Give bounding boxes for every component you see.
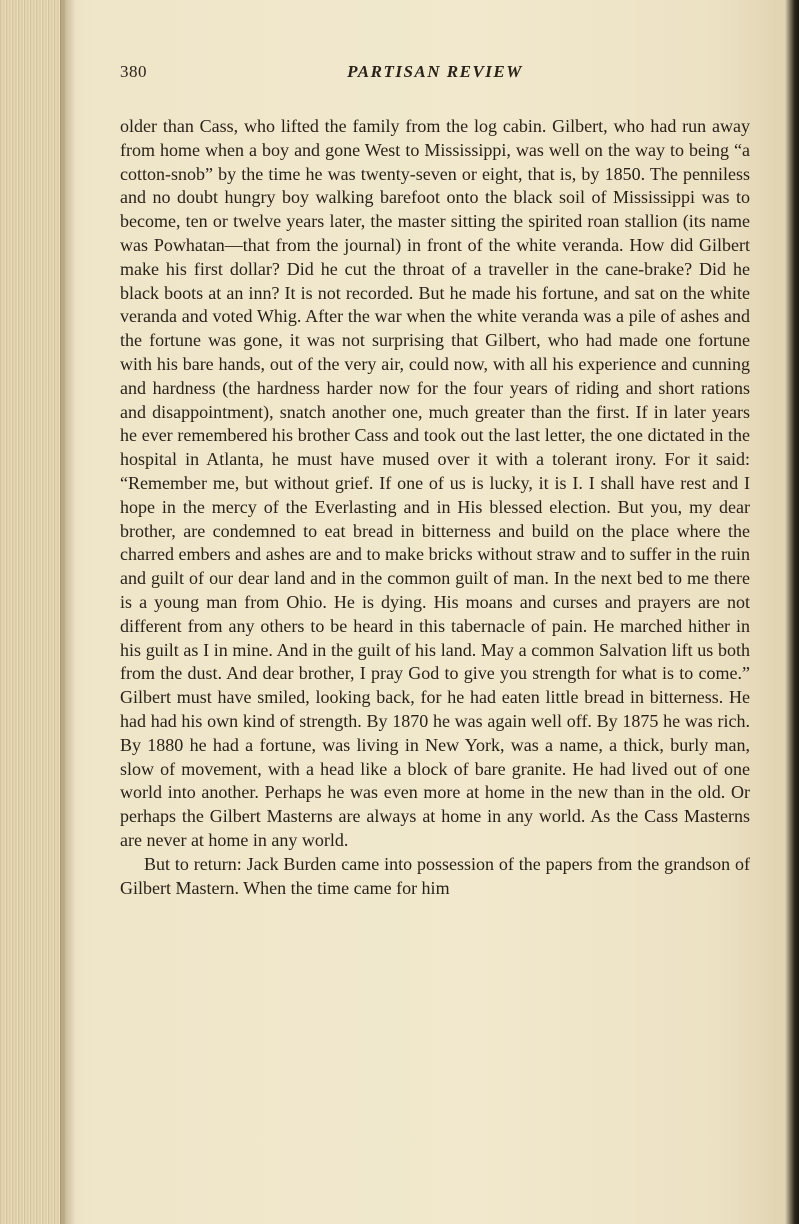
book-gutter bbox=[0, 0, 66, 1224]
gutter-shadow bbox=[60, 0, 76, 1224]
page-header bbox=[120, 62, 750, 86]
page-number: 380 bbox=[120, 62, 147, 81]
running-head: PARTISAN REVIEW bbox=[347, 62, 523, 81]
paragraph: older than Cass, who lifted the family from the log cabin. Gilbert, who had run away from home when a boy and gone West to Mississippi, was well on the way to being “a cotton-snob” by the time he was twenty-seven or eight, that is, by 1850. The penniless and no doubt hungry boy walking barefoot onto the black soil of Mississippi was to become, ten or twelve years later, the master sitting the spirited roan stallion (its name was Powhatan—that from the journal) in front of the white veranda. How did Gilbert make his first dollar? Did he cut the throat of a traveller in the cane-brake? Did he black boots at an inn? It is not recorded. But he made his fortune, and sat on the white veranda and voted Whig. After the war when the white veranda was a pile of ashes and the fortune was gone, it was not surprising that Gilbert, who had made one fortune with his bare hands, out of the very air, could now, with all his experience and cunning and hardness (the hardness harder now for the four years of riding and short rations and disappointment), snatch another one, much greater than the first. If in later years he ever remembered his brother Cass and took out the last letter, the one dictated in the hospital in Atlanta, he must have mused over it with a tolerant irony. For it said: “Remember me, but without grief. If one of us is lucky, it is I. I shall have rest and I hope in the mercy of the Everlasting and in His blessed election. But you, my dear brother, are condemned to eat bread in bitterness and build on the place where the charred embers and ashes are and to make bricks without straw and to suffer in the ruin and guilt of our dear land and in the common guilt of man. In the next bed to me there is a young man from Ohio. He is dying. His moans and curses and prayers are not different from any others to be heard in this tabernacle of pain. He marched hither in his guilt as I in mine. And in the guilt of his land. May a common Salvation lift us both from the dust. And dear brother, I pray God to give you strength for what is to come.” Gilbert must have smiled, looking back, for he had eaten little bread in bitterness. He had had his own kind of strength. By 1870 he was again well off. By 1875 he was rich. By 1880 he had a fortune, was living in New York, was a name, a thick, burly man, slow of movement, with a head like a block of bare granite. He had lived out of one world into another. Perhaps he was even more at home in the new than in the old. Or perhaps the Gilbert Masterns are always at home in any world. As the Cass Masterns are never at home in any world. bbox=[120, 116, 750, 850]
paragraph: But to return: Jack Burden came into possession of the papers from the grandson of Gilbert Mastern. When the time came for him bbox=[120, 853, 750, 898]
page-edge-shadow bbox=[785, 0, 799, 1224]
body-text bbox=[120, 115, 750, 900]
